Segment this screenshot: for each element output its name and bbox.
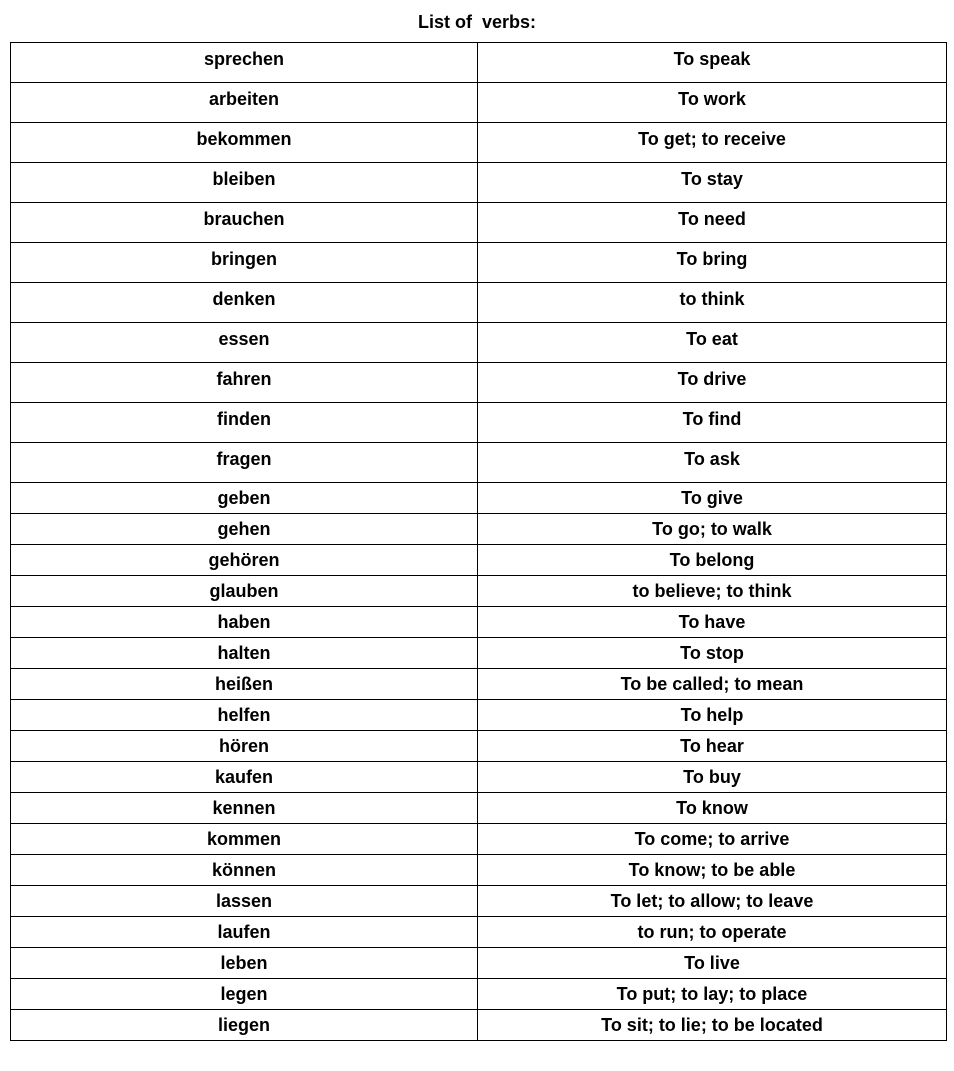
english-translation-cell: To stop [478,638,947,669]
table-row [11,323,947,363]
german-verb-cell: kommen [11,824,478,855]
german-verb-cell: halten [11,638,478,669]
english-translation-cell: To help [478,700,947,731]
german-verb-cell: gehen [11,514,478,545]
page-title: List of verbs: [417,12,537,32]
english-translation-cell: To put; to lay; to place [478,979,947,1010]
english-translation-cell: to believe; to think [478,576,947,607]
english-translation-cell: to run; to operate [478,917,947,948]
german-verb-cell: helfen [11,700,478,731]
english-translation-cell: To work [478,83,947,123]
german-verb-cell: denken [11,283,478,323]
english-translation-cell: To ask [478,443,947,483]
german-verb-cell: sprechen [11,43,478,83]
english-translation-cell: To know [478,793,947,824]
english-translation-cell: To be called; to mean [478,669,947,700]
table-row [11,917,947,948]
english-translation-cell: To belong [478,545,947,576]
german-verb-cell: lassen [11,886,478,917]
table-row [11,948,947,979]
table-row [11,483,947,514]
english-translation-cell: To get; to receive [478,123,947,163]
table-row [11,123,947,163]
table-row [11,886,947,917]
table-row [11,83,947,123]
table-row [11,243,947,283]
german-verb-cell: bekommen [11,123,478,163]
german-verb-cell: laufen [11,917,478,948]
german-verb-cell: fragen [11,443,478,483]
english-translation-cell: To sit; to lie; to be located [478,1010,947,1041]
german-verb-cell: liegen [11,1010,478,1041]
german-verb-cell: haben [11,607,478,638]
table-row [11,731,947,762]
english-translation-cell: To bring [478,243,947,283]
table-row [11,163,947,203]
german-verb-cell: essen [11,323,478,363]
table-row [11,443,947,483]
german-verb-cell: kaufen [11,762,478,793]
table-row [11,824,947,855]
english-translation-cell: To speak [478,43,947,83]
english-translation-cell: To need [478,203,947,243]
table-row [11,545,947,576]
german-verb-cell: finden [11,403,478,443]
english-translation-cell: To let; to allow; to leave [478,886,947,917]
german-verb-cell: bringen [11,243,478,283]
table-row [11,514,947,545]
english-translation-cell: to think [478,283,947,323]
english-translation-cell: To drive [478,363,947,403]
table-row [11,283,947,323]
table-row [11,793,947,824]
table-row [11,203,947,243]
english-translation-cell: To buy [478,762,947,793]
german-verb-cell: geben [11,483,478,514]
table-row [11,607,947,638]
english-translation-cell: To come; to arrive [478,824,947,855]
table-row [11,1010,947,1041]
table-row [11,43,947,83]
english-translation-cell: To stay [478,163,947,203]
table-row [11,762,947,793]
german-verb-cell: bleiben [11,163,478,203]
table-row [11,363,947,403]
table-row [11,576,947,607]
german-verb-cell: glauben [11,576,478,607]
table-row [11,403,947,443]
german-verb-cell: leben [11,948,478,979]
english-translation-cell: To hear [478,731,947,762]
english-translation-cell: To go; to walk [478,514,947,545]
table-row [11,638,947,669]
verb-table [10,42,947,1041]
german-verb-cell: gehören [11,545,478,576]
table-row [11,979,947,1010]
german-verb-cell: legen [11,979,478,1010]
german-verb-cell: heißen [11,669,478,700]
english-translation-cell: To live [478,948,947,979]
english-translation-cell: To find [478,403,947,443]
table-row [11,700,947,731]
german-verb-cell: fahren [11,363,478,403]
german-verb-cell: arbeiten [11,83,478,123]
english-translation-cell: To know; to be able [478,855,947,886]
german-verb-cell: kennen [11,793,478,824]
verb-table-body [11,43,947,1041]
german-verb-cell: können [11,855,478,886]
table-row [11,669,947,700]
english-translation-cell: To give [478,483,947,514]
english-translation-cell: To have [478,607,947,638]
table-row [11,855,947,886]
english-translation-cell: To eat [478,323,947,363]
german-verb-cell: brauchen [11,203,478,243]
german-verb-cell: hören [11,731,478,762]
